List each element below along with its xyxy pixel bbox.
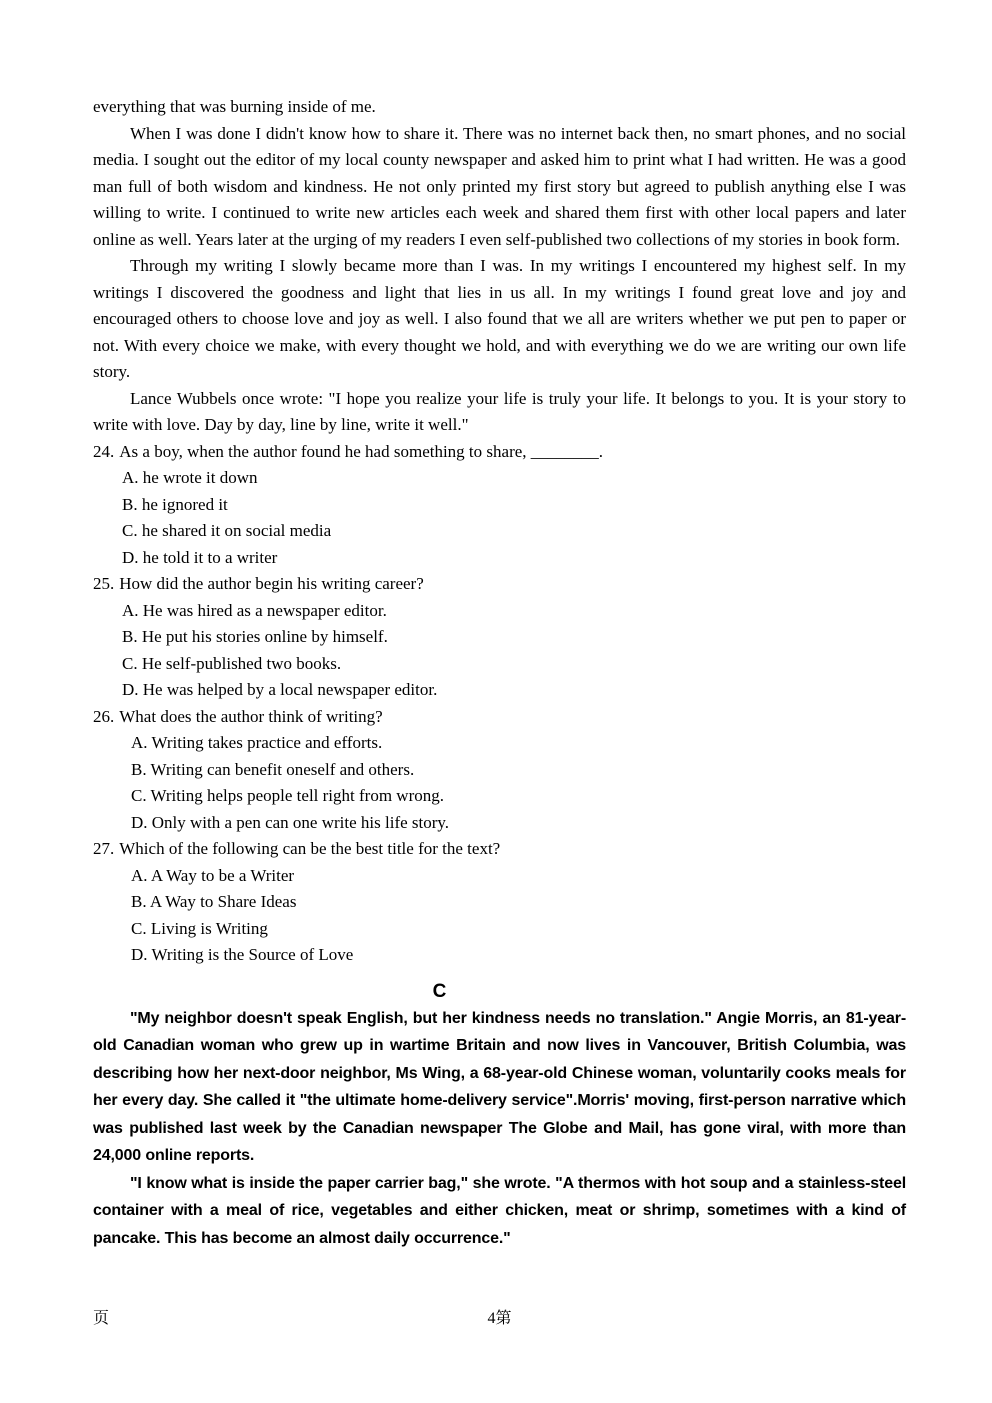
question-line: [93, 439, 906, 466]
question-option: B. He put his stories online by himself.: [122, 627, 388, 646]
passage-paragraph: "My neighbor doesn't speak English, but her kindness needs no translation." Angie Morris, an 81-year-old Canadian woman who grew up in wartime Britain and now lives in Vancouver, British Columbia, was describing how her next-door neighbor, Ms Wing, a 68-year-old Chinese woman, voluntarily cooks meals for her every day. She called it "the ultimate home-delivery service".Morris' moving, first-person narrative which was published last week by the Canadian newspaper The Globe and Mail, has gone viral, with more than 24,000 online reports.: [93, 1009, 906, 1164]
question-number: 26.: [93, 706, 115, 726]
question-option: C. Living is Writing: [131, 918, 268, 938]
question-26: [93, 704, 906, 837]
question-number: 24.: [93, 441, 115, 461]
question-option: C. He self-published two books.: [122, 653, 342, 673]
question-25: [93, 571, 906, 704]
section-c-heading: [93, 978, 906, 1005]
reading-passage-c: [93, 1005, 906, 1253]
question-24: [93, 439, 906, 572]
question-option: B. Writing can benefit oneself and others.: [131, 759, 415, 779]
passage-paragraph: Lance Wubbels once wrote: "I hope you realize your life is truly your life. It belongs to you. It is your story to write with love. Day by day, line by line, write it well.": [93, 388, 906, 434]
question-line: [93, 571, 906, 598]
passage-paragraph: Through my writing I slowly became more than I was. In my writings I encountered my highest self. In my writings I discovered the goodness and light that lies in us all. In my writings I found great love and joy and encouraged others to choose love and joy as well. I also found that we all are writers whether we put pen to paper or not. With every choice we make, with every thought we hold, and with everything we do we are writing our own life story.: [93, 256, 906, 381]
question-text: As a boy, when the author found he had something to share, ________.: [119, 441, 604, 461]
passage-paragraph: everything that was burning inside of me.: [93, 97, 376, 116]
question-option: B. he ignored it: [122, 494, 228, 514]
question-text: How did the author begin his writing career?: [119, 574, 424, 593]
question-option: D. Writing is the Source of Love: [131, 945, 354, 964]
page-footer: [93, 1308, 906, 1330]
reading-passage-b: [93, 94, 906, 439]
question-option: A. A Way to be a Writer: [131, 865, 295, 885]
passage-paragraph: When I was done I didn't know how to share it. There was no internet back then, no smart phones, and no social media. I sought out the editor of my local county newspaper and asked him to print what I had written. He was a good man full of both wisdom and kindness. He not only printed my first story but agreed to publish anything else I was willing to write. I continued to write new articles each week and shared them first with other local papers and later online as well. Years later at the urging of my readers I even self-published two collections of my stories in book form.: [93, 123, 906, 249]
section-letter: C: [432, 980, 447, 1002]
question-number: 25.: [93, 574, 115, 593]
question-27: [93, 836, 906, 969]
question-option: B. A Way to Share Ideas: [131, 892, 297, 911]
question-option: D. he told it to a writer: [122, 547, 278, 567]
question-text: Which of the following can be the best title for the text?: [119, 839, 501, 858]
question-line: [93, 836, 906, 863]
question-option: C. Writing helps people tell right from wrong.: [131, 786, 444, 805]
question-option: C. he shared it on social media: [122, 521, 332, 540]
question-option: D. He was helped by a local newspaper editor.: [122, 680, 438, 699]
question-list: [93, 439, 906, 969]
footer-left-text: 页: [93, 1310, 110, 1327]
question-number: 27.: [93, 839, 115, 858]
passage-paragraph: "I know what is inside the paper carrier bag," she wrote. "A thermos with hot soup and a stainless-steel container with a meal of rice, vegetables and either chicken, meat or shrimp, sometimes with a kind of pancake. This has become an almost daily occurrence.": [93, 1174, 906, 1247]
question-line: [93, 704, 906, 731]
question-option: A. he wrote it down: [122, 468, 258, 487]
footer-page-number: 4第: [487, 1310, 512, 1327]
question-text: What does the author think of writing?: [119, 706, 383, 726]
question-option: A. He was hired as a newspaper editor.: [122, 600, 387, 620]
question-option: D. Only with a pen can one write his life story.: [131, 812, 450, 832]
question-option: A. Writing takes practice and efforts.: [131, 733, 383, 752]
